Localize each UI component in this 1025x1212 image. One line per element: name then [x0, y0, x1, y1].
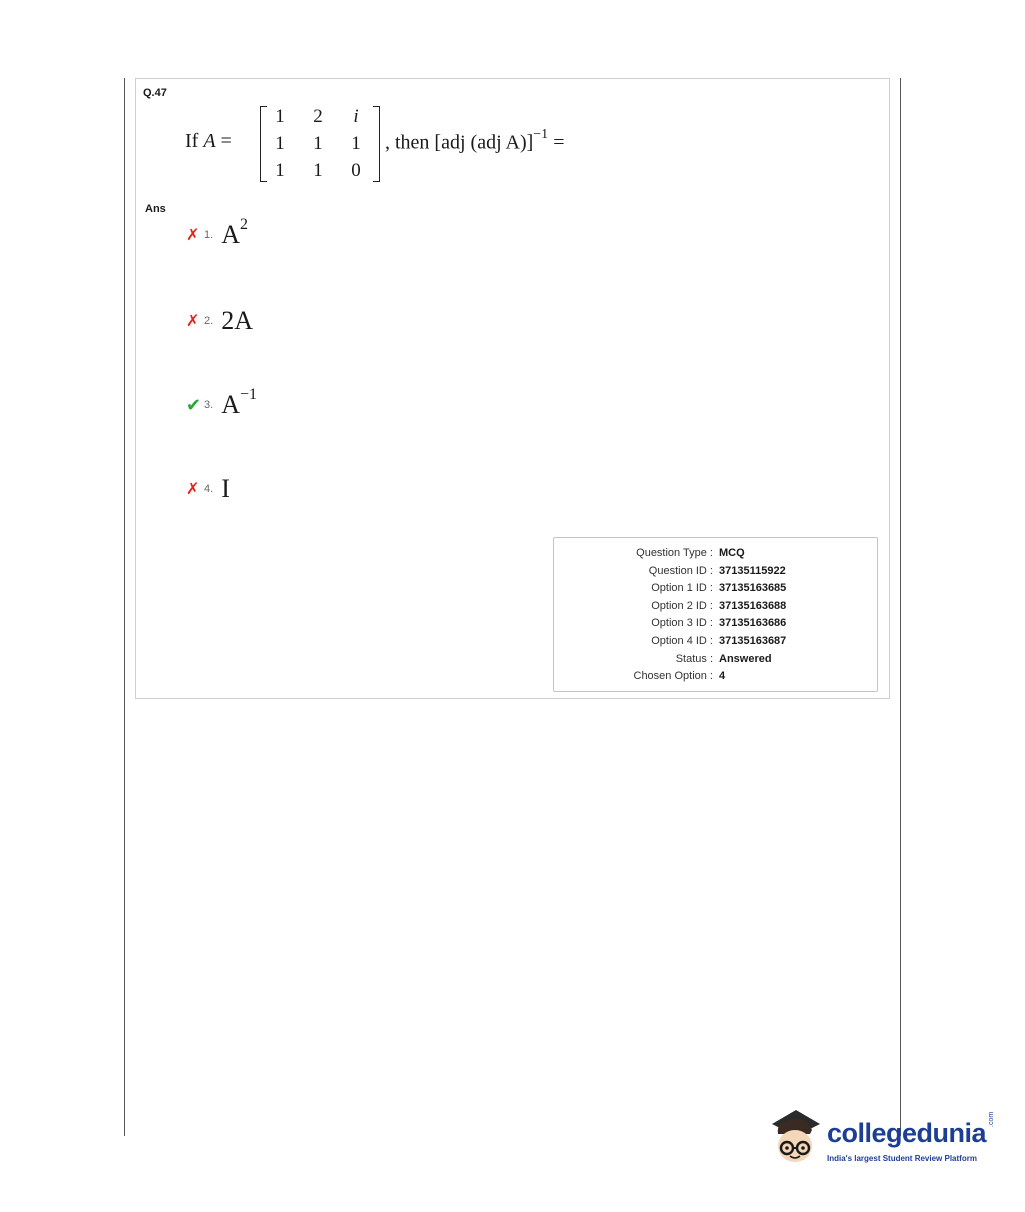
matrix-cell: 1: [275, 133, 285, 154]
question-tail-end: =: [548, 131, 565, 154]
logo-wordmark: collegedunia: [827, 1118, 987, 1148]
meta-value: MCQ: [719, 547, 745, 559]
matrix-a: [260, 104, 380, 184]
meta-key: Status :: [675, 653, 713, 665]
option-2[interactable]: [186, 306, 253, 346]
cross-icon: ✗: [186, 313, 200, 330]
matrix-right-bracket: [373, 106, 380, 182]
page-divider-right: [900, 78, 901, 1136]
mascot-icon: [766, 1104, 826, 1174]
question-tail: [385, 127, 565, 155]
matrix-left-bracket: [260, 106, 267, 182]
option-exponent: −1: [239, 386, 257, 404]
matrix-cell: 1: [275, 160, 285, 181]
page-divider-left: [124, 78, 125, 1136]
matrix-cell: 0: [351, 160, 361, 181]
matrix-variable: A: [203, 130, 216, 152]
collegedunia-logo: [766, 1104, 996, 1174]
meta-key: Option 2 ID :: [651, 600, 713, 612]
question-meta-panel: [553, 537, 878, 692]
question-tail-text: , then [adj (adj A)]: [385, 131, 534, 154]
meta-key: Option 1 ID :: [651, 582, 713, 594]
question-lead: [185, 130, 232, 153]
option-value-text: I: [221, 474, 230, 503]
option-value-text: 2A: [221, 306, 253, 335]
meta-value: Answered: [719, 653, 772, 665]
matrix-cell: 1: [313, 133, 323, 154]
cross-icon: ✗: [186, 481, 200, 498]
option-value-text: A: [221, 390, 240, 419]
meta-value: 4: [719, 670, 726, 682]
question-lead-text: If: [185, 130, 204, 152]
matrix-cell: i: [353, 106, 359, 127]
logo-suffix: .com: [988, 1111, 995, 1127]
meta-key: Option 3 ID :: [651, 617, 713, 629]
meta-value: 37135163685: [719, 582, 787, 594]
meta-value: 37135115922: [719, 565, 786, 577]
meta-key: Chosen Option :: [633, 670, 713, 682]
option-exponent: 2: [239, 216, 248, 234]
cross-icon: ✗: [186, 227, 200, 244]
option-3[interactable]: [186, 386, 257, 430]
option-number: 4.: [204, 483, 214, 495]
option-number: 1.: [204, 229, 214, 241]
matrix-cell: 1: [313, 160, 323, 181]
meta-key: Option 4 ID :: [651, 635, 713, 647]
meta-value: 37135163687: [719, 635, 787, 647]
option-1[interactable]: [186, 216, 248, 260]
option-value: [221, 306, 253, 336]
matrix-cell: 1: [275, 106, 285, 127]
check-icon: ✔: [186, 394, 202, 415]
answer-label: Ans: [145, 203, 166, 215]
option-number: 3.: [204, 399, 214, 411]
question-tail-exponent: −1: [533, 127, 549, 142]
option-4[interactable]: [186, 474, 230, 514]
matrix-cell: 1: [351, 133, 361, 154]
meta-value: 37135163686: [719, 617, 787, 629]
option-value: [221, 216, 248, 250]
option-value-text: A: [221, 220, 240, 249]
matrix-cell: 2: [313, 106, 323, 127]
question-number: Q.47: [143, 87, 167, 99]
logo-tagline: India's largest Student Review Platform: [827, 1154, 977, 1163]
meta-key: Question Type :: [636, 547, 713, 559]
option-number: 2.: [204, 315, 214, 327]
option-value: [221, 386, 257, 420]
meta-value: 37135163688: [719, 600, 787, 612]
question-equals: =: [215, 130, 232, 152]
option-value: [221, 474, 230, 504]
meta-key: Question ID :: [648, 565, 713, 577]
